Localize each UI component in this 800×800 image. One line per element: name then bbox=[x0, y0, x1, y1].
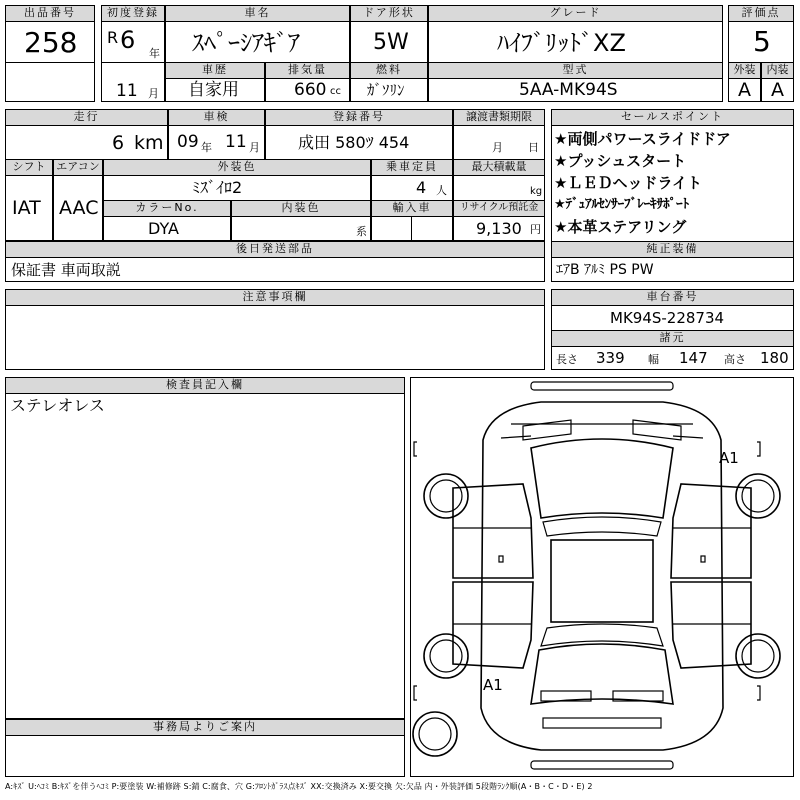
inspection-year: 09 bbox=[177, 132, 199, 152]
specs-width-value: 147 bbox=[679, 349, 708, 367]
capacity-box bbox=[371, 175, 453, 201]
registration-label: 登録番号 bbox=[265, 109, 453, 126]
exterior-color-label: 外装色 bbox=[103, 159, 371, 176]
displacement-box bbox=[265, 78, 350, 102]
specs-width-label: 幅 bbox=[648, 353, 659, 366]
lot-number: 258 bbox=[24, 26, 78, 59]
sales-point-3: ★ＬＥＤヘッドライト bbox=[554, 174, 702, 192]
transfer-doc-month: 月 bbox=[492, 141, 503, 154]
registration-value: 成田 580ﾂ 454 bbox=[298, 133, 410, 152]
car-name-label: 車名 bbox=[165, 5, 350, 22]
later-parts-box bbox=[5, 257, 545, 282]
recycle-value: 9,130 bbox=[476, 219, 522, 238]
chassis-label: 車台番号 bbox=[551, 289, 794, 306]
first-reg-month: 11 bbox=[116, 81, 138, 101]
damage-diagram bbox=[410, 377, 794, 777]
equipment-box bbox=[551, 257, 794, 282]
capacity-label: 乗車定員 bbox=[371, 159, 453, 176]
specs-height-value: 180 bbox=[760, 349, 789, 367]
score-box bbox=[728, 21, 794, 63]
chassis-value: MK94S-228734 bbox=[610, 309, 725, 327]
lot-box bbox=[5, 21, 95, 63]
shift-box bbox=[5, 175, 53, 241]
door-label: ドア形状 bbox=[350, 5, 428, 22]
mileage-unit: km bbox=[134, 132, 164, 154]
capacity-unit: 人 bbox=[436, 184, 447, 197]
history-value: 自家用 bbox=[188, 80, 239, 100]
interior-grade-label: 内装 bbox=[761, 62, 794, 79]
history-box bbox=[165, 78, 265, 102]
inspection-label: 車検 bbox=[168, 109, 265, 126]
model-value: 5AA-MK94S bbox=[519, 80, 618, 100]
max-load-label: 最大積載量 bbox=[453, 159, 545, 176]
displacement-unit: cc bbox=[330, 86, 341, 97]
interior-color-unit: 系 bbox=[356, 225, 367, 238]
interior-color-label: 内装色 bbox=[231, 200, 371, 217]
specs-label: 諸元 bbox=[551, 330, 794, 347]
first-reg-month-box bbox=[101, 62, 165, 102]
sales-points-box bbox=[551, 125, 794, 242]
score-value: 5 bbox=[753, 25, 771, 58]
legend-text: A:ｷｽﾞ U:ﾍｺﾐ B:ｷｽﾞを伴うﾍｺﾐ P:要塗装 W:補修跡 S:錆 C:腐食、穴 G:ﾌﾛﾝﾄｶﾞﾗｽ点ｷｽﾞ XX:交換済み X:要交換 欠:欠品 内・外装評価 5段階ﾗﾝｸ順(A・B・C・D・E) 2 bbox=[5, 782, 593, 791]
score-label: 評価点 bbox=[728, 5, 794, 22]
aircon-box bbox=[53, 175, 103, 241]
mileage-value: 6 bbox=[112, 132, 125, 154]
sales-point-1: ★両側パワースライドドア bbox=[554, 130, 731, 148]
interior-color-box bbox=[231, 216, 371, 241]
exterior-grade-label: 外装 bbox=[728, 62, 761, 79]
first-reg-month-unit: 月 bbox=[148, 87, 159, 100]
color-no-value: DYA bbox=[148, 219, 179, 238]
fuel-box bbox=[350, 78, 428, 102]
exterior-grade-value: A bbox=[738, 79, 751, 101]
inspection-year-unit: 年 bbox=[201, 141, 212, 154]
history-label: 車歴 bbox=[165, 62, 265, 79]
first-reg-label: 初度登録 bbox=[101, 5, 165, 22]
recycle-label: リサイクル預託金 bbox=[453, 200, 545, 217]
inspector-box bbox=[5, 393, 405, 719]
inspection-box bbox=[168, 125, 265, 160]
transfer-doc-box bbox=[453, 125, 545, 160]
specs-length-label: 長さ bbox=[556, 353, 578, 366]
inspection-month-unit: 月 bbox=[249, 141, 260, 154]
notes-box bbox=[5, 305, 545, 370]
specs-length-value: 339 bbox=[596, 349, 625, 367]
door-box bbox=[350, 21, 428, 63]
car-name-value: ｽﾍﾟｰｼｱｷﾞｱ bbox=[192, 29, 300, 57]
sales-point-4: ★ﾃﾞｭｱﾙｾﾝｻｰﾌﾞﾚｰｷｻﾎﾟｰﾄ bbox=[554, 197, 690, 212]
damage-mark-front-right: A1 bbox=[719, 449, 739, 467]
specs-box bbox=[551, 346, 794, 370]
equipment-value: ｴｱB ｱﾙﾐ PS PW bbox=[556, 262, 654, 278]
interior-grade-value: A bbox=[771, 79, 784, 101]
grade-value: ﾊｲﾌﾞﾘｯﾄﾞXZ bbox=[497, 29, 626, 57]
grade-box bbox=[428, 21, 723, 63]
color-no-label: カラーNo. bbox=[103, 200, 231, 217]
transfer-doc-day: 日 bbox=[528, 141, 539, 154]
notes-label: 注意事項欄 bbox=[5, 289, 545, 306]
later-parts-label: 後日発送部品 bbox=[5, 241, 545, 258]
exterior-color-box bbox=[103, 175, 371, 201]
max-load-unit: kg bbox=[530, 186, 543, 197]
specs-height-label: 高さ bbox=[724, 353, 746, 366]
lot-spare-box bbox=[5, 62, 95, 102]
recycle-box bbox=[453, 216, 545, 241]
sales-points-label: セールスポイント bbox=[551, 109, 794, 126]
damage-mark-rear-left: A1 bbox=[483, 676, 503, 694]
inspector-value: ステレオレス bbox=[10, 396, 105, 415]
first-reg-era: R bbox=[107, 28, 119, 47]
color-no-box bbox=[103, 216, 231, 241]
first-reg-year-unit: 年 bbox=[149, 47, 160, 60]
mileage-box bbox=[5, 125, 168, 160]
aircon-label: エアコン bbox=[53, 159, 103, 176]
interior-grade-box bbox=[761, 78, 794, 102]
import-box-a bbox=[371, 216, 412, 241]
recycle-unit: 円 bbox=[530, 223, 541, 236]
door-value: 5W bbox=[373, 30, 409, 55]
car-outline-drawing bbox=[411, 378, 793, 776]
import-box-b bbox=[411, 216, 453, 241]
exterior-grade-box bbox=[728, 78, 761, 102]
import-label: 輸入車 bbox=[371, 200, 453, 217]
office-box bbox=[5, 735, 405, 777]
first-reg-box bbox=[101, 21, 165, 63]
model-box bbox=[428, 78, 723, 102]
transfer-doc-label: 譲渡書類期限 bbox=[453, 109, 545, 126]
grade-label: グレード bbox=[428, 5, 723, 22]
later-parts-value: 保証書 車両取説 bbox=[11, 261, 121, 279]
displacement-value: 660 bbox=[294, 80, 327, 100]
sales-point-2: ★プッシュスタート bbox=[554, 152, 687, 170]
fuel-label: 燃料 bbox=[350, 62, 428, 79]
capacity-value: 4 bbox=[416, 178, 427, 197]
aircon-value: AAC bbox=[59, 197, 99, 219]
shift-label: シフト bbox=[5, 159, 53, 176]
first-reg-year: 6 bbox=[120, 26, 136, 54]
inspector-label: 検査員記入欄 bbox=[5, 377, 405, 394]
inspection-month: 11 bbox=[225, 132, 247, 152]
fuel-value: ｶﾞｿﾘﾝ bbox=[367, 81, 405, 99]
max-load-box bbox=[453, 175, 545, 201]
model-label: 型式 bbox=[428, 62, 723, 79]
equipment-label: 純正装備 bbox=[551, 241, 794, 258]
sales-point-5: ★本革ステアリング bbox=[554, 218, 687, 236]
chassis-box bbox=[551, 305, 794, 331]
shift-value: IAT bbox=[12, 197, 41, 219]
office-label: 事務局よりご案内 bbox=[5, 719, 405, 736]
exterior-color-value: ﾐｽﾞｲﾛ2 bbox=[192, 178, 243, 197]
registration-box bbox=[265, 125, 453, 160]
lot-label: 出品番号 bbox=[5, 5, 95, 22]
mileage-label: 走行 bbox=[5, 109, 168, 126]
displacement-label: 排気量 bbox=[265, 62, 350, 79]
car-name-box bbox=[165, 21, 350, 63]
